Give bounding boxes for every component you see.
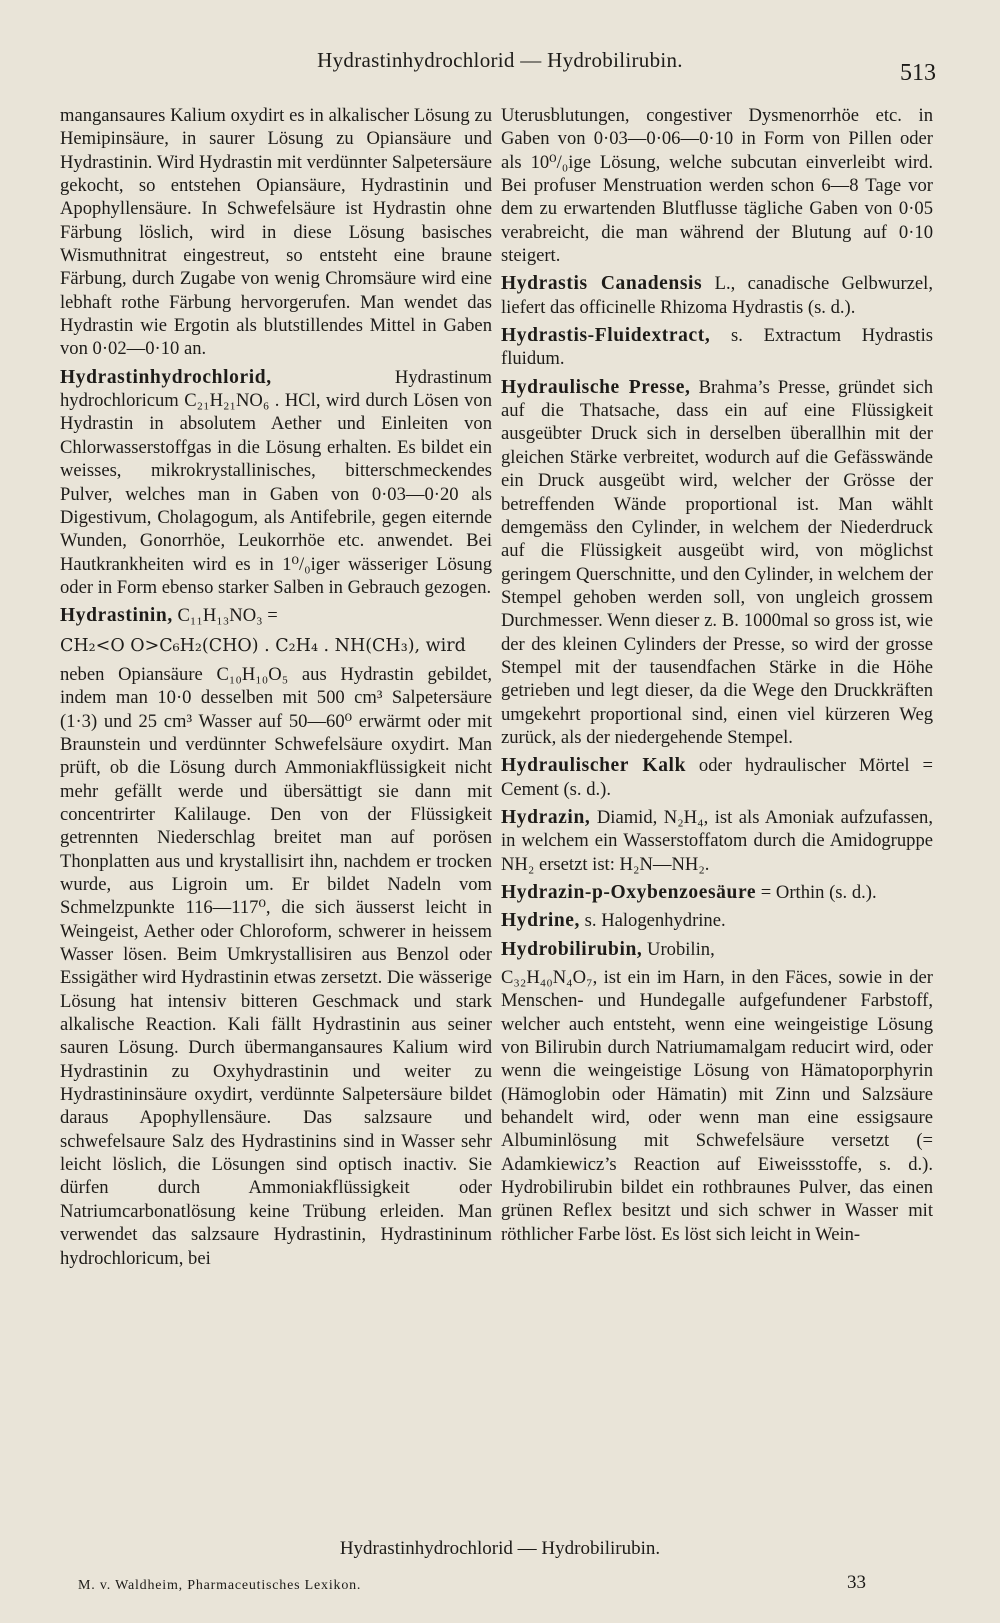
entry-headword: Hydrine, bbox=[501, 910, 581, 932]
entry-text: Hydrastinum hydrochloricum C₂₁H₂₁NO₆ . HCl, wird durch Lösen von Hydrastin in absolutem Aether und Einleiten von Chlorwasserstoffgas in die Lösung erhalten. Es bildet ein weisses, mikrokrystallinisches, bitterschmeckendes Pulver, welches man in Gaben von 0·03—0·20 als Digestivum, Cholagogum, als Antifebrile, gegen eiternde Wunden, Gonorrhöe, Leukorrhöe etc. anwendet. Bei Hautkrankheiten wird es in 1⁰/₀iger wässeriger Lösung oder in Form ebenso starker Salben in Gebrauch gezogen. bbox=[60, 366, 492, 598]
entry-paragraph bbox=[501, 324, 933, 371]
entry-paragraph bbox=[60, 604, 492, 627]
entry-text: C₃₂H₄₀N₄O₇, ist ein im Harn, in den Fäces, sowie in der Menschen- und Hundegalle aufgefundener Farbstoff, welcher auch entsteht, wenn eine weingeistige Lösung von Bilirubin durch Natriumamalgam reducirt wird, oder wenn die weingeistige Lösung von Hämatoporphyrin (Hämoglobin oder Hämatin) mit Zinn und Salzsäure behandelt wird, oder wenn man eine essigsaure Albuminlösung mit Schwefelsäure versetzt (= Adamkiewicz’s Reaction auf Eiweissstoffe, s. d.). Hydrobilirubin bildet ein rothbraunes Pulver, das einen grünen Reflex besitzt und sich schwer in Wasser mit röthlicher Farbe löst. Es löst sich leicht in Wein- bbox=[501, 967, 933, 1245]
entry-paragraph bbox=[60, 366, 492, 599]
footer-running-title: Hydrastinhydrochlorid — Hydrobilirubin. bbox=[339, 1538, 661, 1559]
entry-paragraph bbox=[501, 104, 933, 267]
entry-headword: Hydrazin, bbox=[501, 806, 591, 828]
right-column bbox=[501, 104, 933, 1509]
entry-text: Urobilin, bbox=[642, 938, 715, 960]
entry-text: Diamid, N₂H₄, ist als Amoniak aufzufassen, in welchem ein Wasserstoffatom durch die Amidogruppe NH₂ ersetzt ist: H₂N—NH₂. bbox=[501, 806, 933, 875]
entry-paragraph bbox=[501, 909, 933, 932]
entry-headword: Hydrastinhydrochlorid, bbox=[60, 366, 272, 388]
entry-text: oder hydraulischer Mörtel = Cement (s. d.). bbox=[501, 755, 933, 800]
entry-text: s. Extractum Hydrastis fluidum. bbox=[501, 325, 933, 370]
printer-imprint: M. v. Waldheim, Pharmaceutisches Lexikon. bbox=[78, 1578, 362, 1593]
entry-text: mangansaures Kalium oxydirt es in alkalischer Lösung zu Hemipinsäure, in saurer Lösung zu Opiansäure und Hydrastinin. Wird Hydrastin mit verdünnter Salpetersäure gekocht, so entstehen Opiansäure, Hydrastinin und Apophyllensäure. In Schwefelsäure ist Hydrastin ohne Färbung löslich, wird in diese Lösung basisches Wismuthnitrat eingestreut, so entsteht eine braune Färbung, durch Zugabe von wenig Chromsäure wird eine lebhaft rothe Färbung hervorgerufen. Man wendet das Hydrastin wie Ergotin als blutstillendes Mittel in Gaben von 0·02—0·10 an. bbox=[60, 105, 492, 360]
entry-paragraph bbox=[501, 754, 933, 801]
structural-formula bbox=[60, 633, 492, 658]
entry-text: C₁₁H₁₃NO₃ = bbox=[172, 605, 278, 627]
entry-paragraph bbox=[501, 376, 933, 750]
entry-paragraph bbox=[501, 966, 933, 1246]
entry-paragraph bbox=[501, 881, 933, 904]
signature-mark: 33 bbox=[847, 1572, 866, 1593]
entry-paragraph bbox=[501, 806, 933, 876]
entry-text: Brahma’s Presse, gründet sich auf die Thatsache, dass ein auf eine Flüssigkeit ausgeübter Druck sich in derselben überallhin mit der gleichen Stärke verbreitet, wodurch auf die Gefässwände ein Druck ausgeübt wird, welcher der Grösse der betreffenden Wände proportional ist. Man wählt demgemäss den Cylinder, in welchem der Niederdruck auf die Flüssigkeit ausgeübt wird, von möglichst geringem Querschnitte, und den Cylinder, in welchem der Stempel gehoben werden soll, von ungleich grossem Durchmesser. Wenn dieser z. B. 1000mal so gross ist, wie der des kleinen Cylinders der Presse, so wird der grosse Stempel mit der tausendfachen Stärke in die Höhe getrieben und legt dieser, da die Wege den Druckkräften umgekehrt proportional sind, einen viel kürzeren Weg zurück, als der niedergehende Stempel. bbox=[501, 376, 933, 748]
entry-text: s. Halogenhydrine. bbox=[580, 910, 726, 932]
entry-headword: Hydrastinin, bbox=[60, 605, 173, 627]
entry-text: neben Opiansäure C₁₀H₁₀O₅ aus Hydrastin gebildet, indem man 10·0 desselben mit 500 cm³ Salpetersäure (1·3) und 25 cm³ Wasser auf 50—60⁰ erwärmt oder mit Braunstein und verdünnter Schwefelsäure oxydirt. Man prüft, ob die Lösung durch Ammoniakflüssigkeit nicht mehr gefällt werde und übersättigt sie dann mit concentrirter Kalilauge. Den von der Flüssigkeit getrennten Niederschlag breitet man auf porösen Thonplatten aus und krystallisirt ihn, nachdem er trocken wurde, aus Ligroin um. Er bildet Nadeln vom Schmelzpunkte 116—117⁰, die sich äusserst leicht in Weingeist, Aether oder Chloroform, schwerer in heissem Wasser lösen. Beim Umkrystallisiren aus Benzol oder Essigäther wird Hydrastinin etwas zersetzt. Die wässerige Lösung hat intensiv bitteren Geschmack und stark alkalische Reaction. Kali fällt Hydrastinin aus seiner sauren Lösung. Durch übermangansaures Kalium wird Hydrastinin zu Oxyhydrastinin und weiter zu Hydrastininsäure oxydirt, verdünnte Salpetersäure bildet daraus Apophyllensäure. Das salzsaure und schwefelsaure Salz des Hydrastinins sind in Wasser sehr leicht löslich, die Lösungen sind optisch inactiv. Sie dürfen durch Ammoniakflüssigkeit oder Natriumcarbonatlösung keine Trübung erleiden. Man verwendet das salzsaure Hydrastinin, Hydrastininum hydrochloricum, bei bbox=[60, 663, 492, 1269]
entry-paragraph bbox=[60, 663, 492, 1270]
entry-paragraph bbox=[501, 938, 933, 961]
entry-text: = Orthin (s. d.). bbox=[756, 882, 877, 903]
left-column bbox=[60, 104, 492, 1509]
entry-paragraph bbox=[60, 104, 492, 361]
entry-paragraph bbox=[501, 272, 933, 319]
entry-text: CH₂<O O>C₆H₂(CHO) . C₂H₄ . NH(CH₃), wird bbox=[60, 635, 466, 656]
running-head: Hydrastinhydrochlorid — Hydrobilirubin. bbox=[317, 48, 683, 72]
entry-headword: Hydrobilirubin, bbox=[501, 938, 643, 960]
entry-headword: Hydrastis Canadensis bbox=[501, 273, 703, 295]
entry-headword: Hydrazin-p-Oxybenzoesäure bbox=[501, 882, 757, 903]
entry-text: L., canadische Gelbwurzel, liefert das officinelle Rhizoma Hydrastis (s. d.). bbox=[501, 273, 933, 318]
page-number: 513 bbox=[900, 60, 936, 86]
entry-headword: Hydraulischer Kalk bbox=[501, 755, 687, 777]
entry-headword: Hydrastis-Fluidextract, bbox=[501, 325, 711, 347]
entry-headword: Hydraulische Presse, bbox=[501, 376, 691, 398]
entry-text: Uterusblutungen, congestiver Dysmenorrhöe etc. in Gaben von 0·03—0·06—0·10 in Form von Pillen oder als 10⁰/₀ige Lösung, welche subcutan einverleibt wird. Bei profuser Menstruation werden schon 6—8 Tage vor dem zu erwartenden Blutflusse tägliche Gaben von 0·05 verabreicht, die man während der Blutung auf 0·10 steigert. bbox=[501, 105, 933, 267]
